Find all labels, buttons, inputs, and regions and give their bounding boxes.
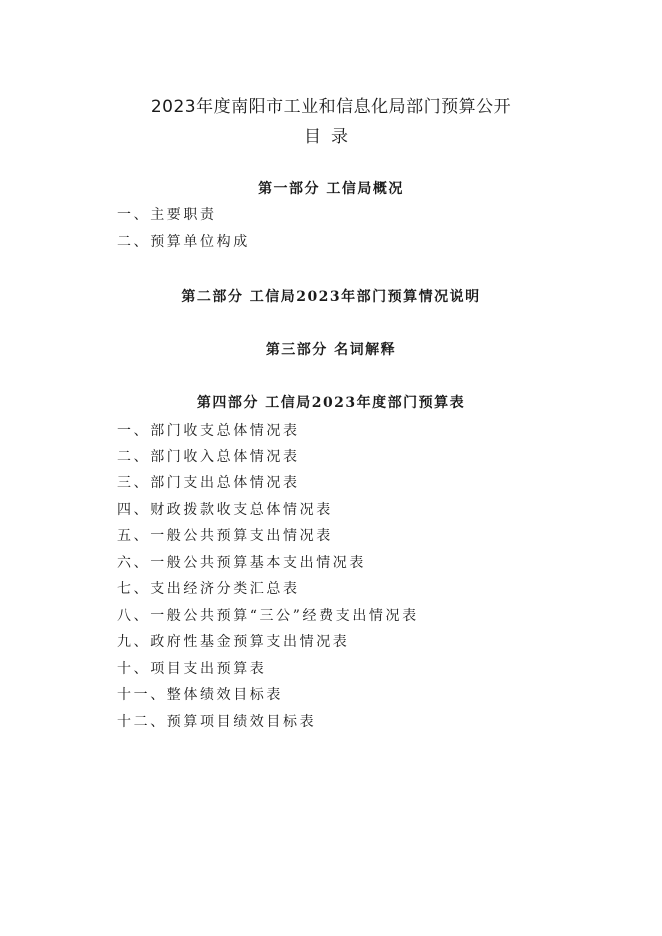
toc-item-budget-table: 十二、预算项目绩效目标表 (117, 714, 317, 730)
toc-item-budget-table: 七、支出经济分类汇总表 (117, 581, 300, 597)
toc-item-budget-table: 十一、整体绩效目标表 (117, 687, 283, 703)
toc-item-budget-table: 二、部门收入总体情况表 (117, 449, 300, 465)
toc-item-budget-table: 五、一般公共预算支出情况表 (117, 528, 333, 544)
part-one-heading: 第一部分 工信局概况 (258, 181, 404, 197)
toc-item-budget-table: 八、一般公共预算“三公”经费支出情况表 (117, 608, 419, 624)
part-three-heading: 第三部分 名词解释 (265, 342, 397, 358)
toc-item-budget-table: 三、部门支出总体情况表 (117, 475, 300, 491)
part-two-heading: 第二部分 工信局2023年部门预算情况说明 (181, 289, 481, 305)
toc-item-budget-table: 六、一般公共预算基本支出情况表 (117, 555, 366, 571)
part-four-heading: 第四部分 工信局2023年度部门预算表 (196, 395, 466, 411)
toc-item-budget-units: 二、预算单位构成 (117, 234, 250, 250)
page-title: 2023年度南阳市工业和信息化局部门预算公开 (150, 97, 512, 117)
toc-item-budget-table: 十、项目支出预算表 (117, 661, 267, 677)
toc-item-budget-table: 四、财政拨款收支总体情况表 (117, 502, 333, 518)
toc-item-main-duties: 一、主要职责 (117, 207, 217, 223)
toc-item-budget-table: 九、政府性基金预算支出情况表 (117, 634, 350, 650)
toc-item-budget-table: 一、部门收支总体情况表 (117, 423, 300, 439)
toc-heading: 目录 (304, 127, 358, 147)
